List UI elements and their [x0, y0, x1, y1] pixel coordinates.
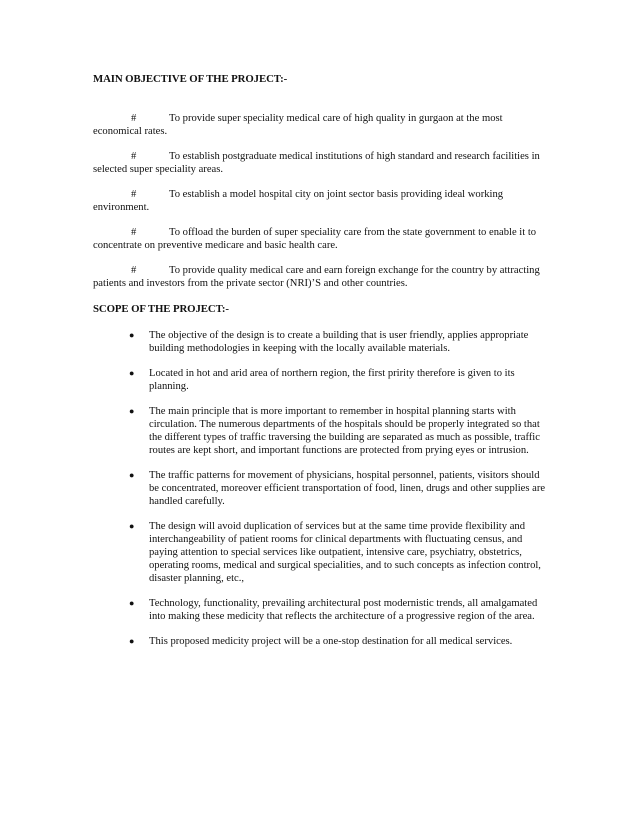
objective-text: To establish a model hospital city on joint sector basis providing ideal working environment.	[93, 189, 504, 213]
bullet-icon: ●	[129, 470, 135, 480]
objective-item	[93, 226, 545, 252]
scope-item	[93, 597, 553, 623]
hash-marker: #	[131, 265, 137, 276]
objective-text: To provide quality medical care and earn foreign exchange for the country by attracting patients and investors from the private sector (NRI)’S and other countries.	[93, 265, 540, 289]
scope-text: The design will avoid duplication of services but at the same time provide flexibility and interchangeability of patient rooms for clinical departments with fluctuating census, and paying attention to special services like outpatient, intensive care, psychiatry, obstetrics, operating rooms, medical and surgical specialities, and to such concepts as infection control, disaster planning, etc.,	[149, 521, 541, 584]
scope-item	[93, 635, 553, 648]
scope-list	[93, 329, 553, 660]
objective-text: To provide super speciality medical care of high quality in gurgaon at the most economical rates.	[93, 113, 503, 137]
scope-item	[93, 405, 553, 457]
scope-text: Located in hot and arid area of northern region, the first pririty therefore is given to its planning.	[149, 368, 515, 392]
scope-item	[93, 520, 553, 585]
objective-item	[93, 112, 545, 138]
bullet-icon: ●	[129, 521, 135, 531]
objective-item	[93, 150, 545, 176]
bullet-icon: ●	[129, 598, 135, 608]
scope-text: The main principle that is more important to remember in hospital planning starts with circulation. The numerous departments of the hospitals should be properly integrated so that the different types of traffic traversing the building are separated as much as possible, traffic routes are kept short, and important functions are protected from prying eyes or intrusion.	[149, 406, 540, 456]
bullet-icon: ●	[129, 330, 135, 340]
bullet-icon: ●	[129, 368, 135, 378]
scope-text: The objective of the design is to create a building that is user friendly, applies appropriate building methodologies in keeping with the locally available materials.	[149, 330, 529, 354]
objective-item	[93, 188, 545, 214]
scope-item	[93, 469, 553, 508]
bullet-icon: ●	[129, 406, 135, 416]
scope-heading: SCOPE OF THE PROJECT:-	[93, 303, 229, 315]
scope-text: This proposed medicity project will be a one-stop destination for all medical services.	[149, 636, 513, 647]
hash-marker: #	[131, 151, 137, 162]
objective-heading: MAIN OBJECTIVE OF THE PROJECT:-	[93, 73, 288, 85]
objective-text: To offload the burden of super speciality care from the state government to enable it to concentrate on preventive medicare and basic health care.	[93, 227, 537, 251]
objective-item	[93, 264, 545, 290]
scope-text: The traffic patterns for movement of physicians, hospital personnel, patients, visitors should be concentrated, moreover efficient transportation of food, linen, drugs and other supplies are handled carefully.	[149, 470, 546, 507]
hash-marker: #	[131, 189, 137, 200]
objective-list	[93, 112, 545, 302]
scope-text: Technology, functionality, prevailing architectural post modernistic trends, all amalgamated into making these medicity that reflects the architecture of a progressive region of the area.	[149, 598, 538, 622]
bullet-icon: ●	[129, 636, 135, 646]
hash-marker: #	[131, 227, 137, 238]
scope-item	[93, 367, 553, 393]
scope-item	[93, 329, 553, 355]
objective-text: To establish postgraduate medical institutions of high standard and research facilities in selected super speciality areas.	[93, 151, 540, 175]
hash-marker: #	[131, 113, 137, 124]
